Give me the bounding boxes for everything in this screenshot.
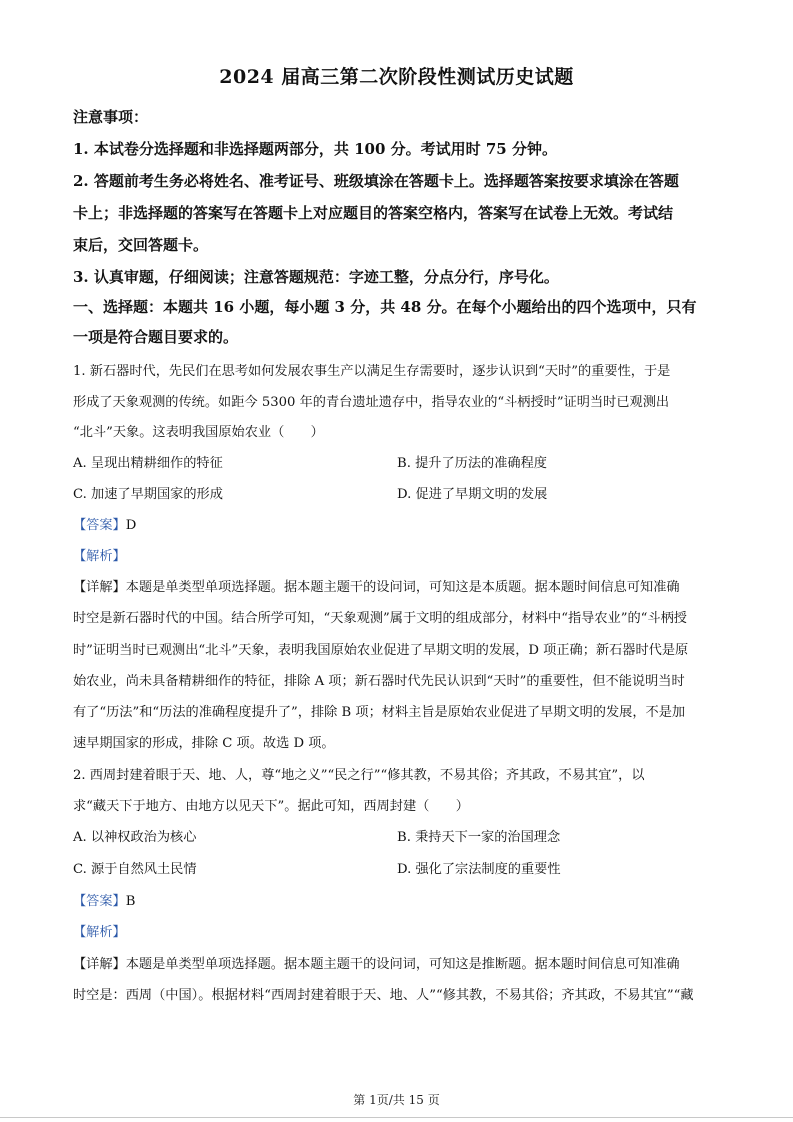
q2-stem-line-2: 求“藏天下于地方、由地方以见天下”。据此可知，西周封建（ ） <box>73 799 469 814</box>
q1-detail-line-1: 【详解】本题是单类型单项选择题。据本题主题干的设问词，可知这是本质题。据本题时间信息可知准确 <box>73 580 680 595</box>
q2-answer-value: B <box>125 894 136 909</box>
bottom-divider <box>0 1117 793 1118</box>
q1-detail-line-6: 速早期国家的形成，排除 C 项。故选 D 项。 <box>73 736 335 751</box>
notice-item-1: 1. 本试卷分选择题和非选择题两部分，共 100 分。考试用时 75 分钟。 <box>73 140 557 158</box>
section-heading-line-2: 一项是符合题目要求的。 <box>73 328 239 346</box>
section-heading-line-1: 一、选择题：本题共 16 小题，每小题 3 分，共 48 分。在每个小题给出的四个选项中，只有 <box>73 298 697 316</box>
notice-item-2-line-2: 卡上；非选择题的答案写在答题卡上对应题目的答案空格内，答案写在试卷上无效。考试结 <box>73 204 674 222</box>
q1-option-d: D. 促进了早期文明的发展 <box>397 487 548 502</box>
q1-option-a: A. 呈现出精耕细作的特征 <box>73 456 223 471</box>
q1-detail-line-3: 时”证明当时已观测出“北斗”天象，表明我国原始农业促进了早期文明的发展，D 项正确；新石器时代是原 <box>73 643 689 658</box>
q2-option-b: B. 秉持天下一家的治国理念 <box>397 830 561 845</box>
q1-answer-tag: 【答案】 <box>73 518 126 533</box>
q1-detail-line-2: 时空是新石器时代的中国。结合所学可知，“天象观测”属于文明的组成部分，材料中“指导农业”的“斗柄授 <box>73 611 687 626</box>
q2-analysis-tag: 【解析】 <box>73 925 126 940</box>
q2-stem-line-1: 2. 西周封建着眼于天、地、人，尊“地之义”“民之行”“修其教，不易其俗；齐其政，不易其宜”，以 <box>73 768 645 783</box>
q1-detail-line-5: 有了“历法”和“历法的准确程度提升了”，排除 B 项；材料主旨是原始农业促进了早期文明的发展，不是加 <box>73 705 686 720</box>
page-number: 第 1页/共 15 页 <box>353 1093 440 1107</box>
q2-answer <box>73 890 723 909</box>
notice-item-2-line-3: 束后，交回答题卡。 <box>73 236 209 254</box>
q2-detail-line-1: 【详解】本题是单类型单项选择题。据本题主题干的设问词，可知这是推断题。据本题时间信息可知准确 <box>73 957 680 972</box>
q2-answer-tag: 【答案】 <box>73 894 126 909</box>
notice-item-3: 3. 认真审题，仔细阅读；注意答题规范：字迹工整，分点分行，序号化。 <box>73 268 559 286</box>
q1-detail-line-4: 始农业，尚未具备精耕细作的特征，排除 A 项；新石器时代先民认识到“天时”的重要性，但不能说明当时 <box>73 674 685 689</box>
q1-stem-line-3: “北斗”天象。这表明我国原始农业（ ） <box>73 425 324 440</box>
q1-answer-value: D <box>125 518 137 533</box>
page-title: 2024 届高三第二次阶段性测试历史试题 <box>219 66 574 88</box>
q1-stem-line-2: 形成了天象观测的传统。如距今 5300 年的青台遗址遗存中，指导农业的“斗柄授时”证明当时已观测出 <box>73 395 670 410</box>
q1-analysis-tag: 【解析】 <box>73 549 126 564</box>
notice-heading: 注意事项： <box>73 108 149 126</box>
q1-answer <box>73 514 723 533</box>
q2-option-a: A. 以神权政治为核心 <box>73 830 197 845</box>
q2-detail-line-2: 时空是：西周（中国）。根据材料“西周封建着眼于天、地、人”“修其教，不易其俗；齐其政，不易其宜”“藏 <box>73 988 694 1003</box>
q1-option-b: B. 提升了历法的准确程度 <box>397 456 547 471</box>
notice-item-2-line-1: 2. 答题前考生务必将姓名、准考证号、班级填涂在答题卡上。选择题答案按要求填涂在答题 <box>73 172 679 190</box>
q2-option-d: D. 强化了宗法制度的重要性 <box>397 862 561 877</box>
q1-option-c: C. 加速了早期国家的形成 <box>73 487 223 502</box>
q2-option-c: C. 源于自然风土民情 <box>73 862 197 877</box>
q1-stem-line-1: 1. 新石器时代，先民们在思考如何发展农事生产以满足生存需要时，逐步认识到“天时”的重要性，于是 <box>73 364 671 379</box>
